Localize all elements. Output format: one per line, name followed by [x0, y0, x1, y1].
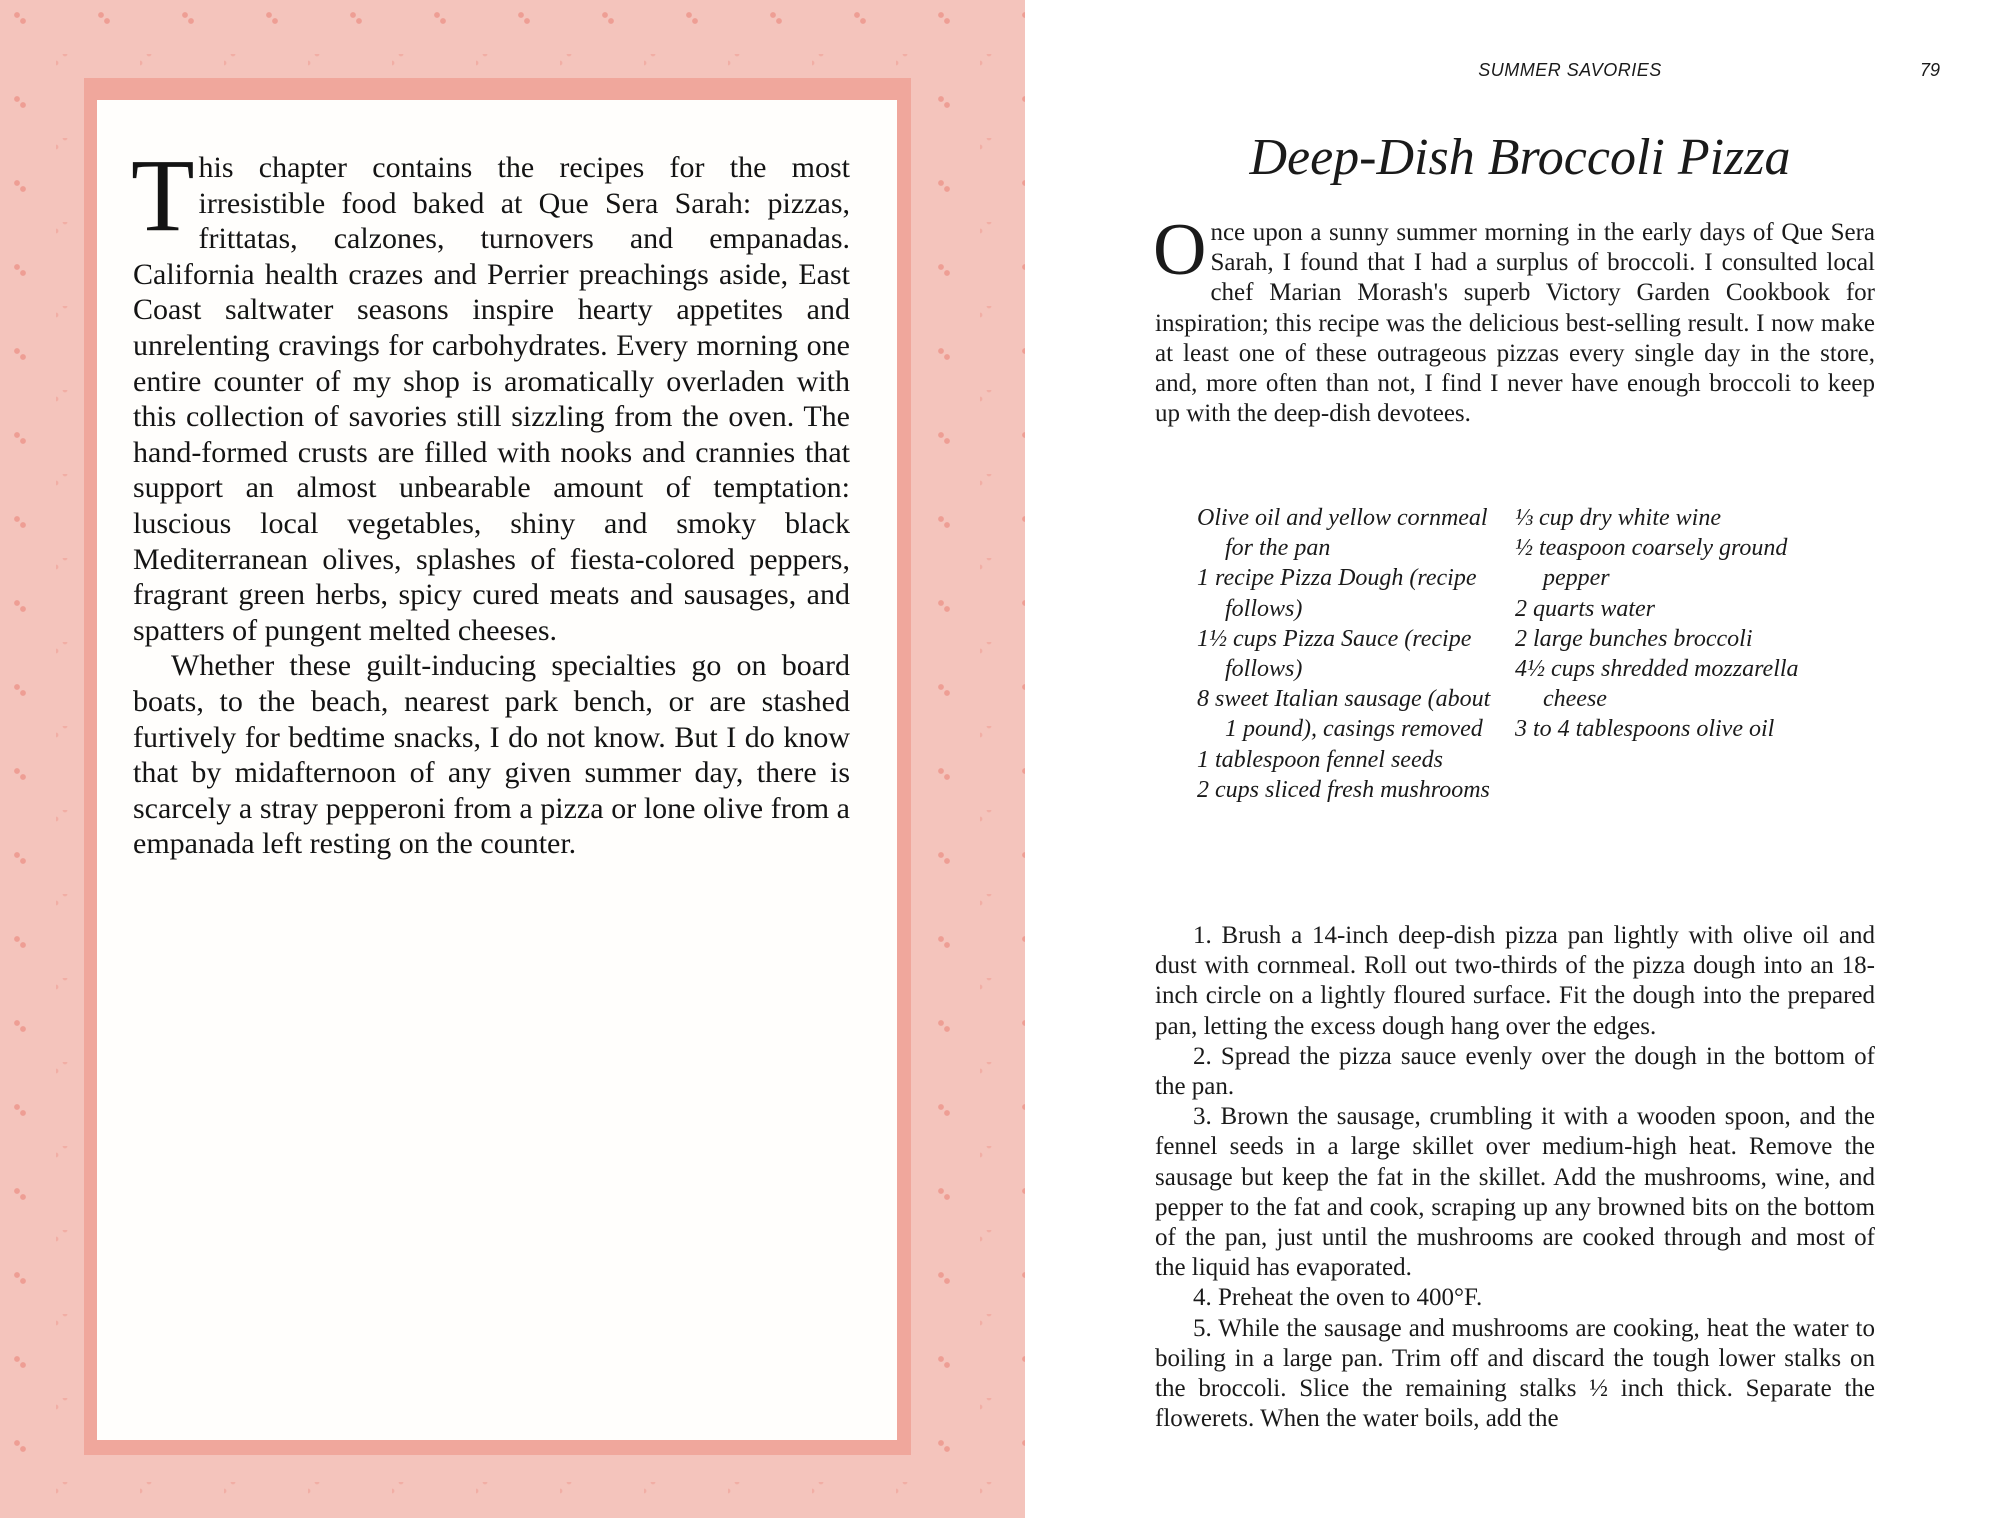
page-number: 79 [1919, 60, 1940, 80]
recipe-headnote [1153, 209, 1875, 429]
ingredient-item: 4½ cups shredded mozzarella cheese [1515, 656, 1799, 713]
ingredient-item: Olive oil and yellow cornmeal for the pan [1197, 505, 1488, 562]
ingredients-left-column [1197, 503, 1497, 805]
recipe-steps [1155, 921, 1875, 1434]
ingredient-item: 1½ cups Pizza Sauce (recipe follows) [1197, 625, 1472, 683]
intro-dropcap: T [131, 138, 195, 253]
ingredient-item: 2 cups sliced fresh mushrooms [1197, 776, 1490, 803]
recipe-title: Deep-Dish Broccoli Pizza [1249, 129, 1791, 186]
chapter-intro [131, 138, 850, 862]
intro-paragraph-2: Whether these guilt-inducing specialties go on board boats, to the beach, nearest park bench, or are stashed furtively for bedtime snacks, I do not know. But I do know that by midafternoon of any given summer day, there is scarcely a stray pepperoni from a pizza or lone olive from a empanada left resting on the counter. [133, 649, 850, 861]
ingredient-item: ½ teaspoon coarsely ground pepper [1515, 535, 1788, 592]
running-head: SUMMER SAVORIES [1478, 60, 1662, 80]
ingredient-item: 2 large bunches broccoli [1515, 625, 1753, 652]
recipe-step: 3. Brown the sausage, crumbling it with a wooden spoon, and the fennel seeds in a large skillet over medium-high heat. Remove the sausage but keep the fat in the skillet. Add the mushrooms, wine, and pepper to the fat and cook, scraping up any browned bits on the bottom of the pan, just until the mushrooms are cooked through and most of the liquid has evaporated. [1155, 1103, 1875, 1282]
intro-paragraph-1-text: his chapter contains the recipes for the most irresistible food baked at Que Sera Sarah: pizzas, frittatas, calzones, turnovers and empanadas. California health crazes and Perrier preachings aside, East Coast saltwater seasons inspire hearty appetites and unrelenting cravings for carbohydrates. Every morning one entire counter of my shop is aromatically overladen with this collection of savories still sizzling from the oven. The hand-formed crusts are filled with nooks and crannies that support an almost unbearable amount of temptation: luscious local vegetables, shiny and smoky black Mediterranean olives, splashes of fiesta-colored peppers, fragrant green herbs, spicy cured meats and sausages, and spatters of pungent melted cheeses. [133, 151, 850, 647]
ingredient-item: 8 sweet Italian sausage (about 1 pound), casings removed [1197, 686, 1491, 743]
ingredients-right-column [1515, 503, 1815, 745]
ingredient-item: 1 tablespoon fennel seeds [1197, 746, 1443, 773]
recipe-step: 4. Preheat the oven to 400°F. [1193, 1284, 1483, 1312]
intro-paragraph-1 [131, 138, 850, 648]
recipe-step: 5. While the sausage and mushrooms are cooking, heat the water to boiling in a large pan. Trim off and discard the tough lower stalks on the broccoli. Slice the remaining stalks ½ inch thick. Separate the flowerets. When the water boils, add the [1155, 1314, 1875, 1433]
recipe-step: 1. Brush a 14-inch deep-dish pizza pan lightly with olive oil and dust with cornmeal. Roll out two-thirds of the pizza dough into an 18-inch circle on a lightly floured surface. Fit the dough into the prepared pan, letting the excess dough hang over the edges. [1155, 922, 1875, 1040]
ingredient-item: 2 quarts water [1515, 595, 1656, 622]
ingredient-item: 1 recipe Pizza Dough (recipe follows) [1197, 565, 1477, 622]
headnote-text: nce upon a sunny summer morning in the early days of Que Sera Sarah, I found that I had a surplus of broccoli. I consulted local chef Marian Morash's superb Victory Garden Cookbook for inspiration; this recipe was the delicious best-selling result. I now make at least one of these outrageous pizzas every single day in the store, and, more often than not, I find I never have enough broccoli to keep up with the deep-dish devotees. [1155, 219, 1875, 428]
ingredient-item: ⅓ cup dry white wine [1515, 505, 1721, 531]
ingredient-item: 3 to 4 tablespoons olive oil [1515, 716, 1775, 743]
recipe-step: 2. Spread the pizza sauce evenly over the dough in the bottom of the pan. [1155, 1042, 1875, 1101]
headnote-dropcap: O [1153, 209, 1207, 291]
